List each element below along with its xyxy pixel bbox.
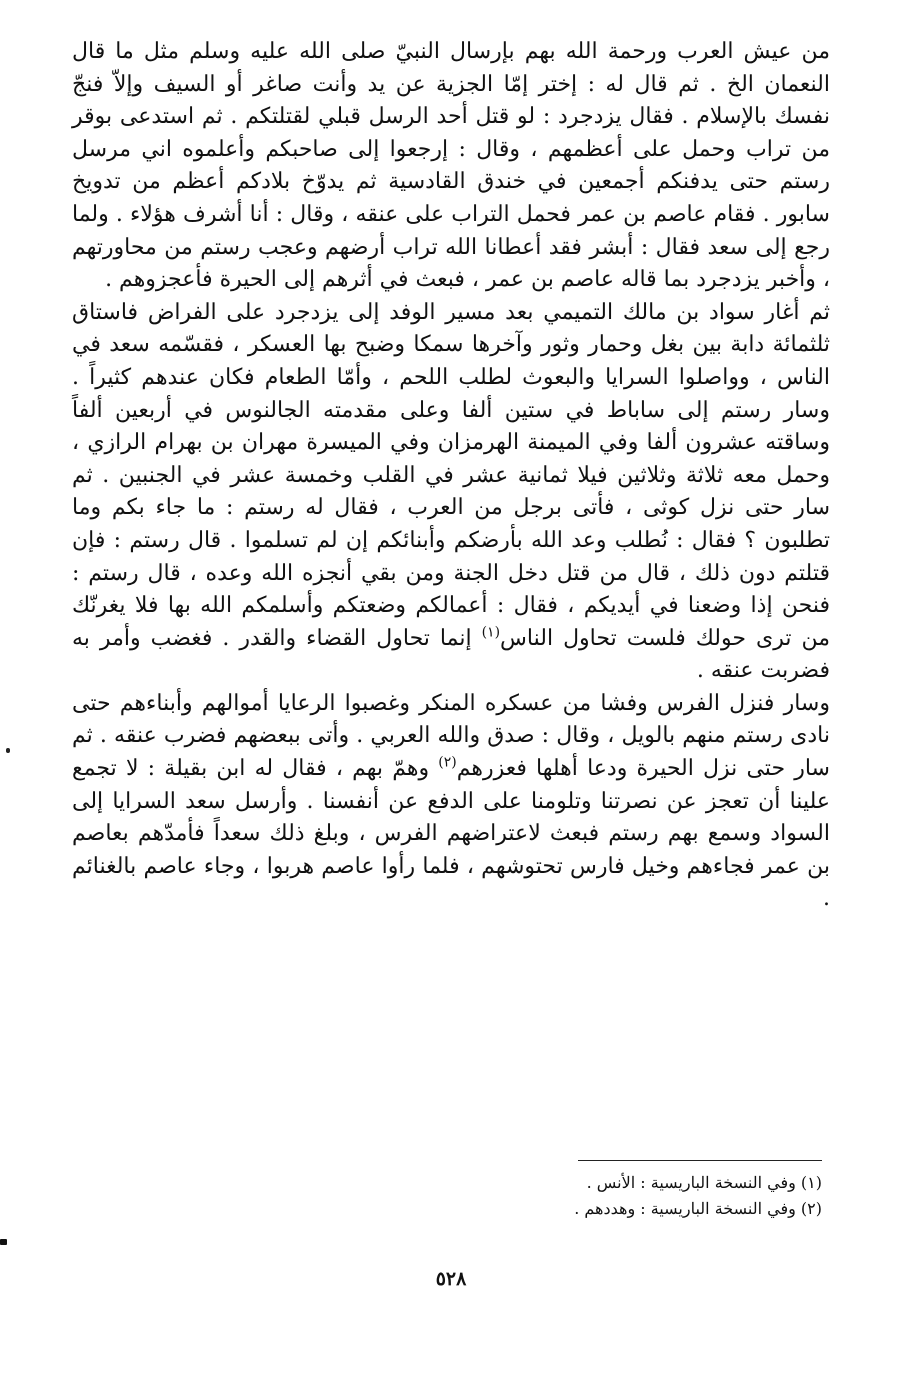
paragraph-1-text: من عيش العرب ورحمة الله بهم بإرسال النبيّ صلى الله عليه وسلم مثل ما قال النعمان الخ . ثم قال له : إختر إمّا الجزية عن يد وأنت صاغر أو السيف وإلاّ فنجّ نفسك بالإسلام . فقال يزدجرد : لو قتل أحد الرسل قبلي لقتلتكم . ثم استدعى بوقر من تراب وحمل على أعظمهم ، وقال : إرجعوا إلى صاحبكم وأعلموه اني مرسل رستم حتى يدفنكم أجمعين في خندق القادسية ثم يدوّخ بلادكم أعظم من تدويخ سابور . فقام عاصم بن عمر فحمل التراب على عنقه ، وقال : أنا أشرف هؤلاء . ولما رجع إلى سعد فقال : أبشر فقد أعطانا الله تراب أرضهم وعجب رستم من محاورتهم ، وأخبر يزدجرد بما قاله عاصم بن عمر ، فبعث في أثرهم إلى الحيرة فأعجزوهم . [72, 39, 830, 293]
scan-speck [6, 748, 10, 753]
paragraph-3 [72, 688, 830, 916]
footnote-ref-1: (١) [481, 624, 501, 641]
paragraph-2-text: ثم أغار سواد بن مالك التميمي بعد مسير الوفد إلى يزدجرد على الفراض فاستاق ثلثمائة دابة بين بغل وحمار وثور وآخرها سمكا وضبح بها العسكر ، فقسّمه سعد في الناس ، وواصلوا السرايا والبعوث لطلب اللحم ، وأمّا الطعام فكان عندهم كثيراً . وسار رستم إلى ساباط في ستين ألفا وعلى مقدمته الجالنوس في أربعين ألفاً وساقته عشرون ألفا وفي الميمنة الهرمزان وفي الميسرة مهران بن بهرام الرازي ، وحمل معه ثلاثة وثلاثين فيلا ثمانية عشر في القلب وخمسة عشر في الجنبين . ثم سار حتى نزل كوثى ، فأتى برجل من العرب ، فقال له رستم : ما جاء بكم وما تطلبون ؟ فقال : نُطلب وعد الله بأرضكم وأبنائكم إن لم تسلموا . قال رستم : فإن قتلتم دون ذلك ، قال من قتل دخل الجنة ومن بقي أنجزه الله وعده ، قال رستم : فنحن إذا وضعنا في أيديكم ، فقال : أعمالكم وضعتكم وأسلمكم الله بها فلا يغرنّك من ترى حولك فلست تحاول الناس [72, 299, 830, 651]
footnotes [320, 1170, 822, 1222]
footnote-1: (١) وفي النسخة الباريسية : الأنس . [586, 1173, 822, 1192]
paragraph-3-text: وسار فنزل الفرس وفشا من عسكره المنكر وغصبوا الرعايا أموالهم وأبناءهم حتى نادى رستم منهم بالويل ، وقال : صدق والله العربي . وأتى ببعضهم فضرب عنقه . ثم سار حتى نزل الحيرة ودعا أهلها فعزرهم [72, 690, 830, 782]
page-number: ٥٢٨ [435, 1268, 467, 1290]
paragraph-3-text-end: وهمّ بهم ، فقال له ابن بقيلة : لا تجمع علينا أن تعجز عن نصرتنا وتلومنا على الدفع عن أنفسنا . وأرسل سعد السرايا إلى السواد وسمع بهم رستم فبعث لاعتراضهم الفرس ، وبلغ ذلك سعداً فأمدّهم بعاصم بن عمر فجاءهم وخيل فارس تحتوشهم ، فلما رأوا عاصم هربوا ، وجاء عاصم بالغنائم . [72, 756, 830, 912]
footnote-ref-2: (٢) [438, 754, 457, 771]
main-text [72, 36, 830, 916]
scan-speck [0, 1239, 7, 1245]
footnote-2: (٢) وفي النسخة الباريسية : وهددهم . [574, 1199, 822, 1218]
paragraph-2-text-end: إنما تحاول القضاء والقدر . فغضب وأمر به فضربت عنقه . [72, 625, 830, 684]
footnote-divider [578, 1160, 822, 1161]
paragraph-1 [72, 36, 830, 297]
paragraph-2 [72, 297, 830, 688]
